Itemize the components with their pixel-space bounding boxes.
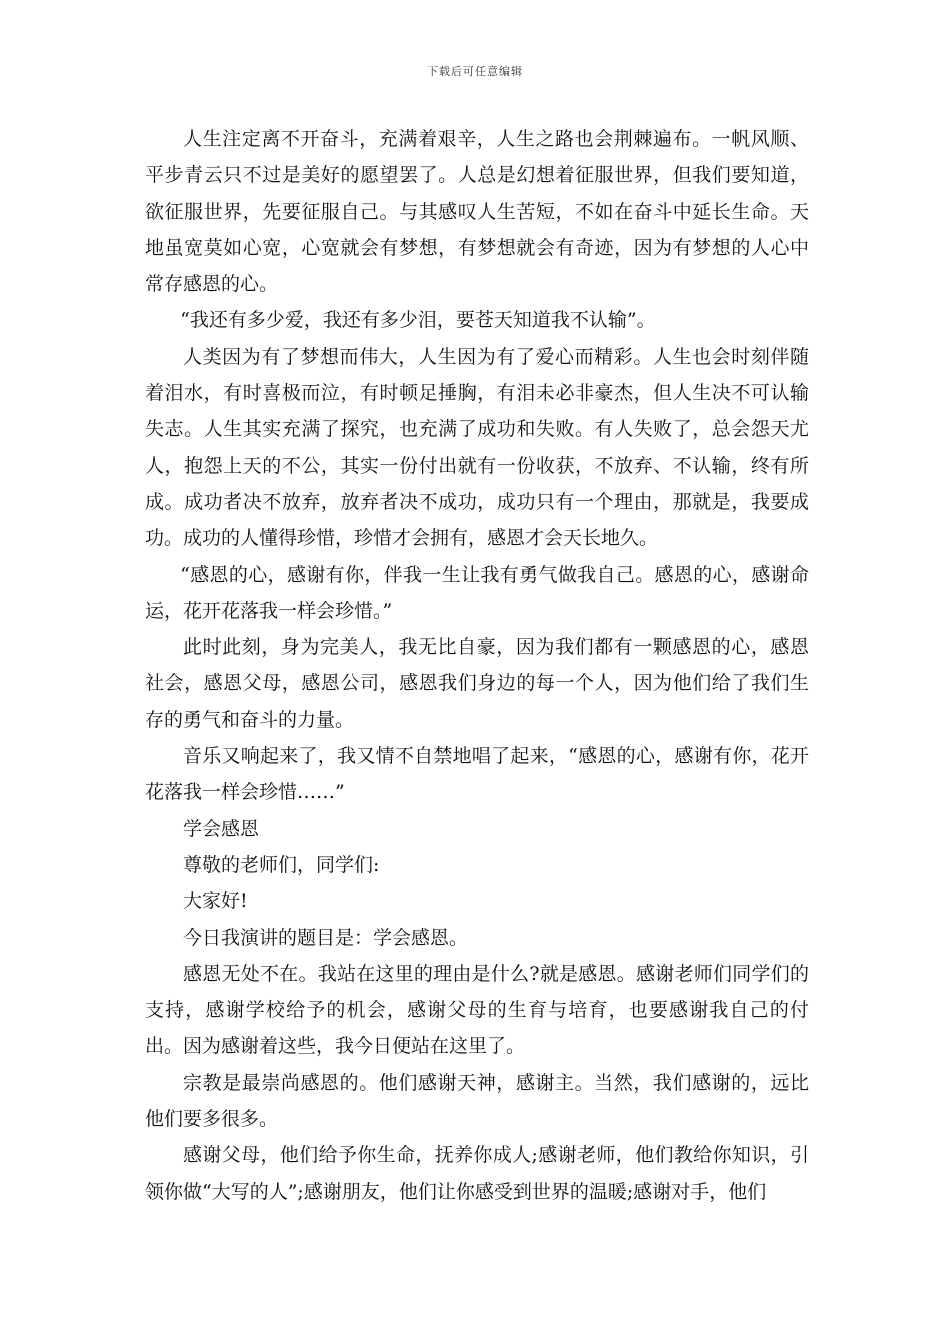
paragraph: 今日我演讲的题目是：学会感恩。: [183, 926, 469, 949]
paragraph: “我还有多少爱，我还有多少泪，要苍天知道我不认输”。: [180, 309, 656, 332]
salutation: 尊敬的老师们，同学们:: [183, 853, 380, 876]
section-heading: 学会感恩: [183, 817, 260, 840]
greeting: 大家好!: [183, 890, 248, 913]
paragraph: “感恩的心，感谢有你，伴我一生让我有勇气做我自己。感恩的心，感谢命运，花开花落我一样会珍惜。”: [145, 563, 809, 622]
paragraph: 人生注定离不开奋斗，充满着艰辛，人生之路也会荆棘遍布。一帆风顺、平步青云只不过是美好的愿望罢了。人总是幻想着征服世界，但我们要知道，欲征服世界，先要征服自己。与其感叹人生苦短，不如在奋斗中延长生命。天地虽宽莫如心宽，心宽就会有梦想，有梦想就会有奇迹，因为有梦想的人心中常存感恩的心。: [145, 128, 809, 296]
paragraph: 此时此刻，身为完美人，我无比自豪，因为我们都有一颗感恩的心，感恩社会，感恩父母，感恩公司，感恩我们身边的每一个人，因为他们给了我们生存的勇气和奋斗的力量。: [145, 636, 809, 731]
paragraph: 人类因为有了梦想而伟大，人生因为有了爱心而精彩。人生也会时刻伴随着泪水，有时喜极而泣，有时顿足捶胸，有泪未必非豪杰，但人生决不可认输失志。人生其实充满了探究，也充满了成功和失败。有人失败了，总会怨天尤人，抱怨上天的不公，其实一份付出就有一份收获，不放弃、不认输，终有所成。成功者决不放弃，放弃者决不成功，成功只有一个理由，那就是，我要成功。成功的人懂得珍惜，珍惜才会拥有，感恩才会天长地久。: [145, 345, 809, 550]
document-body: [145, 121, 809, 1210]
header-note: 下载后可任意编辑: [427, 65, 523, 78]
paragraph: 音乐又响起来了，我又情不自禁地唱了起来，“感恩的心，感谢有你，花开花落我一样会珍惜……”: [145, 745, 809, 804]
paragraph: 宗教是最崇尚感恩的。他们感谢天神，感谢主。当然，我们感谢的，远比他们要多很多。: [145, 1071, 809, 1131]
paragraph: 感谢父母，他们给予你生命，抚养你成人;感谢老师，他们教给你知识，引领你做“大写的人”;感谢朋友，他们让你感受到世界的温暖;感谢对手，他们: [145, 1144, 809, 1203]
paragraph: 感恩无处不在。我站在这里的理由是什么?就是感恩。感谢老师们同学们的支持，感谢学校给予的机会，感谢父母的生育与培育，也要感谢我自己的付出。因为感谢着这些，我今日便站在这里了。: [145, 962, 809, 1058]
